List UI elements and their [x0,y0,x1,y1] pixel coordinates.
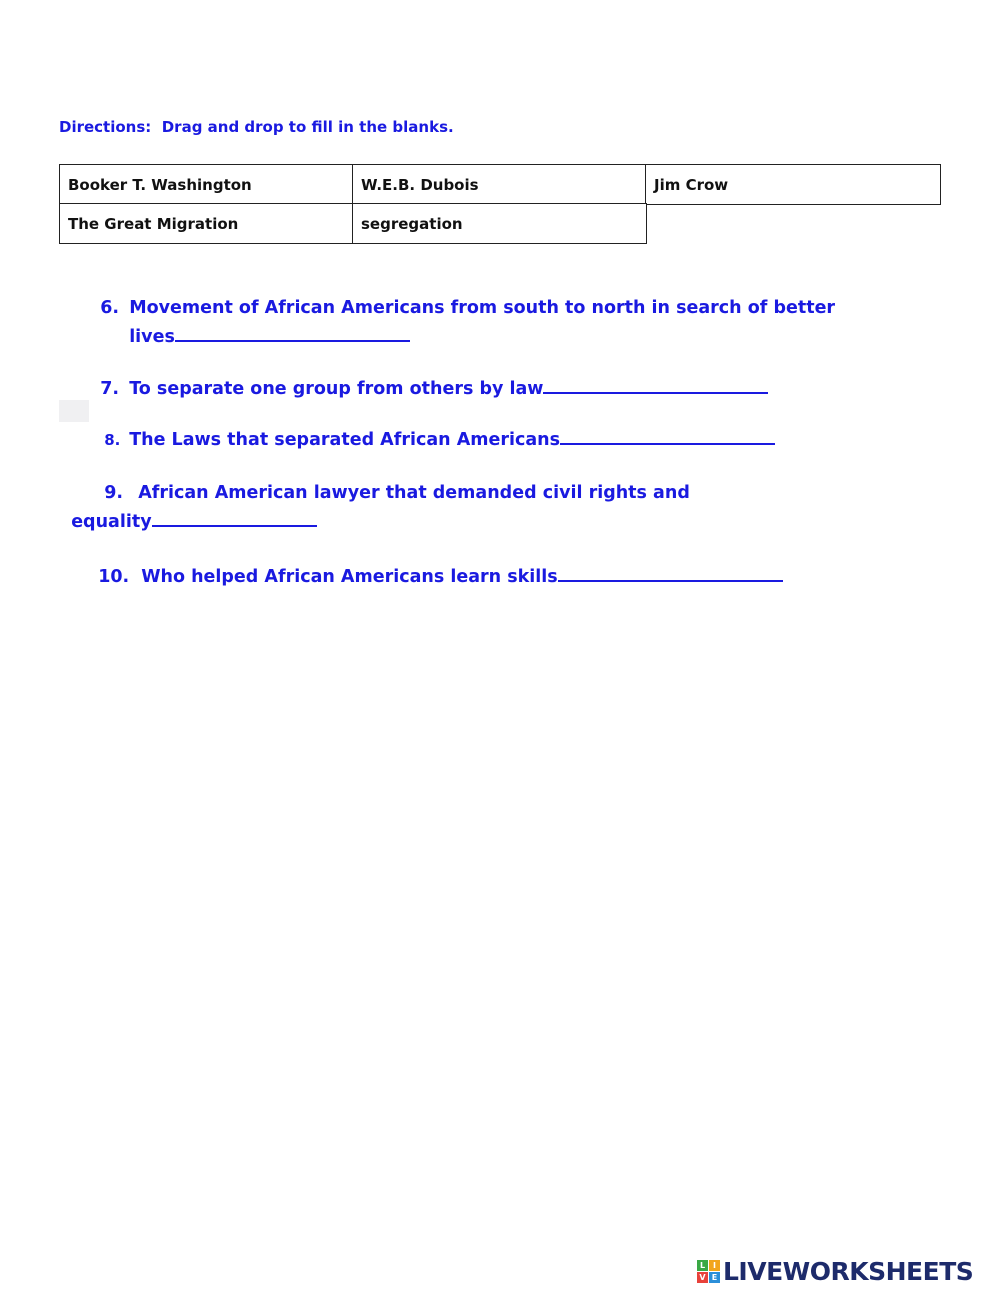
word-bank-item-booker-t-washington[interactable]: Booker T. Washington [59,164,354,205]
question-number: 7. [100,379,120,399]
question-number: 8. [104,431,121,449]
question-6-line-2 [117,294,410,351]
word-bank-item-great-migration[interactable]: The Great Migration [59,203,354,244]
logo-mark-icon [697,1260,720,1283]
liveworksheets-logo [697,1256,973,1286]
question-number: 9. [104,483,124,503]
logo-letter: V [697,1272,708,1283]
word-bank-item-web-dubois[interactable]: W.E.B. Dubois [352,164,647,205]
question-text: Who helped African Americans learn skills [141,567,558,587]
answer-blank-9[interactable] [152,507,317,527]
question-number: 10. [98,567,130,587]
question-text: Movement of African Americans from south to north in search of better [129,298,836,318]
directions-text: Directions: Drag and drop to fill in the blanks. [59,118,454,136]
word-bank [59,164,941,244]
question-text: lives [129,327,175,347]
logo-letter: E [709,1272,720,1283]
logo-letter: L [697,1260,708,1271]
answer-blank-8[interactable] [560,425,775,445]
question-9-line-2 [59,479,317,536]
question-text: equality [71,512,152,532]
answer-blank-6[interactable] [175,322,410,342]
question-8 [92,397,775,454]
answer-blank-7[interactable] [543,374,768,394]
highlight-shade [59,400,89,422]
word-bank-item-segregation[interactable]: segregation [352,203,647,244]
question-10 [86,534,783,591]
logo-text: LIVEWORKSHEETS [723,1256,974,1286]
question-text: African American lawyer that demanded civil rights and [138,483,690,503]
question-number: 6. [100,298,120,318]
question-text: The Laws that separated African Americans [129,430,561,450]
answer-blank-10[interactable] [558,562,783,582]
question-text: To separate one group from others by law [129,379,544,399]
question-7 [88,346,768,403]
word-bank-item-jim-crow[interactable]: Jim Crow [645,164,941,205]
logo-letter: I [709,1260,720,1271]
